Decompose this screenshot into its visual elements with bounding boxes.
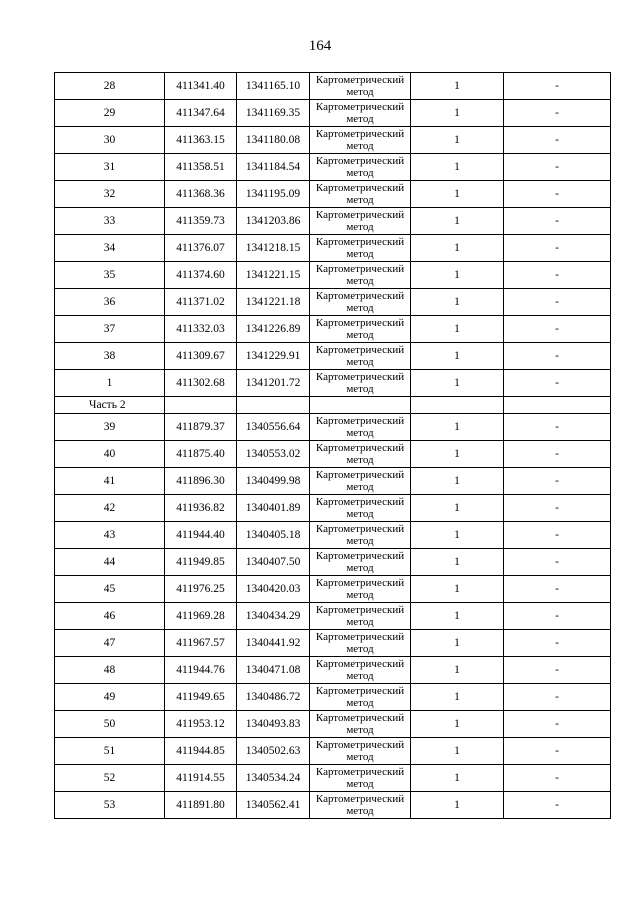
table-row bbox=[55, 154, 611, 181]
method-cell: Картометрический метод bbox=[310, 316, 411, 343]
method-cell: Картометрический метод bbox=[310, 657, 411, 684]
method-cell: Картометрический метод bbox=[310, 684, 411, 711]
note-cell: - bbox=[504, 468, 611, 495]
x-coordinate-cell: 411371.02 bbox=[165, 289, 237, 316]
y-coordinate-cell: 1340407.50 bbox=[237, 549, 310, 576]
table-row bbox=[55, 603, 611, 630]
point-number-cell: 53 bbox=[55, 792, 165, 819]
y-coordinate-cell: 1341165.10 bbox=[237, 73, 310, 100]
note-cell: - bbox=[504, 262, 611, 289]
accuracy-cell: 1 bbox=[411, 441, 504, 468]
x-coordinate-cell: 411936.82 bbox=[165, 495, 237, 522]
accuracy-cell: 1 bbox=[411, 792, 504, 819]
point-number-cell: 30 bbox=[55, 127, 165, 154]
y-coordinate-cell: 1340486.72 bbox=[237, 684, 310, 711]
table-row bbox=[55, 181, 611, 208]
x-coordinate-cell: 411953.12 bbox=[165, 711, 237, 738]
point-number-cell: 39 bbox=[55, 414, 165, 441]
section-label: Часть 2 bbox=[55, 397, 165, 414]
table-row bbox=[55, 262, 611, 289]
y-coordinate-cell: 1340441.92 bbox=[237, 630, 310, 657]
y-coordinate-cell: 1340553.02 bbox=[237, 441, 310, 468]
table-row bbox=[55, 630, 611, 657]
y-coordinate-cell: 1340401.89 bbox=[237, 495, 310, 522]
empty-cell bbox=[504, 397, 611, 414]
accuracy-cell: 1 bbox=[411, 495, 504, 522]
note-cell: - bbox=[504, 370, 611, 397]
accuracy-cell: 1 bbox=[411, 289, 504, 316]
accuracy-cell: 1 bbox=[411, 316, 504, 343]
accuracy-cell: 1 bbox=[411, 657, 504, 684]
table-row bbox=[55, 316, 611, 343]
section-divider bbox=[55, 397, 611, 414]
method-cell: Картометрический метод bbox=[310, 549, 411, 576]
note-cell: - bbox=[504, 765, 611, 792]
y-coordinate-cell: 1340499.98 bbox=[237, 468, 310, 495]
x-coordinate-cell: 411374.60 bbox=[165, 262, 237, 289]
y-coordinate-cell: 1340493.83 bbox=[237, 711, 310, 738]
note-cell: - bbox=[504, 549, 611, 576]
note-cell: - bbox=[504, 127, 611, 154]
table-row bbox=[55, 765, 611, 792]
x-coordinate-cell: 411309.67 bbox=[165, 343, 237, 370]
table-row bbox=[55, 711, 611, 738]
table-row bbox=[55, 792, 611, 819]
x-coordinate-cell: 411976.25 bbox=[165, 576, 237, 603]
point-number-cell: 37 bbox=[55, 316, 165, 343]
point-number-cell: 33 bbox=[55, 208, 165, 235]
method-cell: Картометрический метод bbox=[310, 441, 411, 468]
accuracy-cell: 1 bbox=[411, 522, 504, 549]
note-cell: - bbox=[504, 603, 611, 630]
method-cell: Картометрический метод bbox=[310, 576, 411, 603]
note-cell: - bbox=[504, 208, 611, 235]
note-cell: - bbox=[504, 522, 611, 549]
empty-cell bbox=[411, 397, 504, 414]
x-coordinate-cell: 411896.30 bbox=[165, 468, 237, 495]
point-number-cell: 29 bbox=[55, 100, 165, 127]
method-cell: Картометрический метод bbox=[310, 414, 411, 441]
method-cell: Картометрический метод bbox=[310, 495, 411, 522]
note-cell: - bbox=[504, 495, 611, 522]
method-cell: Картометрический метод bbox=[310, 208, 411, 235]
note-cell: - bbox=[504, 576, 611, 603]
page-number: 164 bbox=[308, 38, 332, 54]
x-coordinate-cell: 411879.37 bbox=[165, 414, 237, 441]
point-number-cell: 42 bbox=[55, 495, 165, 522]
point-number-cell: 40 bbox=[55, 441, 165, 468]
y-coordinate-cell: 1341201.72 bbox=[237, 370, 310, 397]
y-coordinate-cell: 1340405.18 bbox=[237, 522, 310, 549]
part1-rows bbox=[55, 73, 611, 397]
point-number-cell: 28 bbox=[55, 73, 165, 100]
accuracy-cell: 1 bbox=[411, 154, 504, 181]
accuracy-cell: 1 bbox=[411, 235, 504, 262]
method-cell: Картометрический метод bbox=[310, 235, 411, 262]
x-coordinate-cell: 411875.40 bbox=[165, 441, 237, 468]
accuracy-cell: 1 bbox=[411, 603, 504, 630]
method-cell: Картометрический метод bbox=[310, 181, 411, 208]
empty-cell bbox=[310, 397, 411, 414]
y-coordinate-cell: 1341229.91 bbox=[237, 343, 310, 370]
accuracy-cell: 1 bbox=[411, 73, 504, 100]
table-row bbox=[55, 441, 611, 468]
table-row bbox=[55, 208, 611, 235]
x-coordinate-cell: 411949.65 bbox=[165, 684, 237, 711]
accuracy-cell: 1 bbox=[411, 711, 504, 738]
point-number-cell: 45 bbox=[55, 576, 165, 603]
method-cell: Картометрический метод bbox=[310, 630, 411, 657]
point-number-cell: 34 bbox=[55, 235, 165, 262]
accuracy-cell: 1 bbox=[411, 468, 504, 495]
point-number-cell: 44 bbox=[55, 549, 165, 576]
accuracy-cell: 1 bbox=[411, 576, 504, 603]
point-number-cell: 1 bbox=[55, 370, 165, 397]
table-row bbox=[55, 684, 611, 711]
note-cell: - bbox=[504, 289, 611, 316]
note-cell: - bbox=[504, 684, 611, 711]
table-row bbox=[55, 495, 611, 522]
point-number-cell: 51 bbox=[55, 738, 165, 765]
y-coordinate-cell: 1340420.03 bbox=[237, 576, 310, 603]
method-cell: Картометрический метод bbox=[310, 343, 411, 370]
point-number-cell: 36 bbox=[55, 289, 165, 316]
note-cell: - bbox=[504, 441, 611, 468]
method-cell: Картометрический метод bbox=[310, 127, 411, 154]
empty-cell bbox=[165, 397, 237, 414]
note-cell: - bbox=[504, 316, 611, 343]
accuracy-cell: 1 bbox=[411, 370, 504, 397]
table-row bbox=[55, 657, 611, 684]
x-coordinate-cell: 411376.07 bbox=[165, 235, 237, 262]
x-coordinate-cell: 411332.03 bbox=[165, 316, 237, 343]
x-coordinate-cell: 411359.73 bbox=[165, 208, 237, 235]
table-row bbox=[55, 100, 611, 127]
y-coordinate-cell: 1340556.64 bbox=[237, 414, 310, 441]
empty-cell bbox=[237, 397, 310, 414]
x-coordinate-cell: 411944.40 bbox=[165, 522, 237, 549]
table-row bbox=[55, 127, 611, 154]
point-number-cell: 47 bbox=[55, 630, 165, 657]
method-cell: Картометрический метод bbox=[310, 100, 411, 127]
table-row bbox=[55, 738, 611, 765]
table-row bbox=[55, 522, 611, 549]
note-cell: - bbox=[504, 657, 611, 684]
y-coordinate-cell: 1340471.08 bbox=[237, 657, 310, 684]
method-cell: Картометрический метод bbox=[310, 792, 411, 819]
table-row bbox=[55, 549, 611, 576]
x-coordinate-cell: 411347.64 bbox=[165, 100, 237, 127]
method-cell: Картометрический метод bbox=[310, 711, 411, 738]
y-coordinate-cell: 1341180.08 bbox=[237, 127, 310, 154]
y-coordinate-cell: 1341226.89 bbox=[237, 316, 310, 343]
note-cell: - bbox=[504, 343, 611, 370]
y-coordinate-cell: 1340562.41 bbox=[237, 792, 310, 819]
point-number-cell: 46 bbox=[55, 603, 165, 630]
x-coordinate-cell: 411949.85 bbox=[165, 549, 237, 576]
method-cell: Картометрический метод bbox=[310, 468, 411, 495]
point-number-cell: 49 bbox=[55, 684, 165, 711]
accuracy-cell: 1 bbox=[411, 765, 504, 792]
point-number-cell: 52 bbox=[55, 765, 165, 792]
accuracy-cell: 1 bbox=[411, 181, 504, 208]
coordinates-table bbox=[54, 72, 611, 819]
x-coordinate-cell: 411368.36 bbox=[165, 181, 237, 208]
note-cell: - bbox=[504, 414, 611, 441]
x-coordinate-cell: 411944.85 bbox=[165, 738, 237, 765]
table-row bbox=[55, 289, 611, 316]
x-coordinate-cell: 411914.55 bbox=[165, 765, 237, 792]
accuracy-cell: 1 bbox=[411, 414, 504, 441]
point-number-cell: 48 bbox=[55, 657, 165, 684]
x-coordinate-cell: 411302.68 bbox=[165, 370, 237, 397]
note-cell: - bbox=[504, 100, 611, 127]
method-cell: Картометрический метод bbox=[310, 522, 411, 549]
accuracy-cell: 1 bbox=[411, 684, 504, 711]
table-row bbox=[55, 235, 611, 262]
x-coordinate-cell: 411969.28 bbox=[165, 603, 237, 630]
y-coordinate-cell: 1340502.63 bbox=[237, 738, 310, 765]
accuracy-cell: 1 bbox=[411, 208, 504, 235]
accuracy-cell: 1 bbox=[411, 630, 504, 657]
method-cell: Картометрический метод bbox=[310, 370, 411, 397]
note-cell: - bbox=[504, 73, 611, 100]
table-row bbox=[55, 370, 611, 397]
note-cell: - bbox=[504, 181, 611, 208]
method-cell: Картометрический метод bbox=[310, 603, 411, 630]
point-number-cell: 32 bbox=[55, 181, 165, 208]
y-coordinate-cell: 1340434.29 bbox=[237, 603, 310, 630]
y-coordinate-cell: 1341169.35 bbox=[237, 100, 310, 127]
point-number-cell: 50 bbox=[55, 711, 165, 738]
point-number-cell: 31 bbox=[55, 154, 165, 181]
part2-rows bbox=[55, 414, 611, 819]
x-coordinate-cell: 411891.80 bbox=[165, 792, 237, 819]
method-cell: Картометрический метод bbox=[310, 289, 411, 316]
note-cell: - bbox=[504, 154, 611, 181]
table-row bbox=[55, 468, 611, 495]
y-coordinate-cell: 1341221.15 bbox=[237, 262, 310, 289]
method-cell: Картометрический метод bbox=[310, 738, 411, 765]
method-cell: Картометрический метод bbox=[310, 154, 411, 181]
y-coordinate-cell: 1341221.18 bbox=[237, 289, 310, 316]
table-row bbox=[55, 576, 611, 603]
y-coordinate-cell: 1341218.15 bbox=[237, 235, 310, 262]
accuracy-cell: 1 bbox=[411, 549, 504, 576]
accuracy-cell: 1 bbox=[411, 738, 504, 765]
x-coordinate-cell: 411944.76 bbox=[165, 657, 237, 684]
y-coordinate-cell: 1341184.54 bbox=[237, 154, 310, 181]
x-coordinate-cell: 411363.15 bbox=[165, 127, 237, 154]
method-cell: Картометрический метод bbox=[310, 765, 411, 792]
point-number-cell: 43 bbox=[55, 522, 165, 549]
note-cell: - bbox=[504, 235, 611, 262]
x-coordinate-cell: 411341.40 bbox=[165, 73, 237, 100]
accuracy-cell: 1 bbox=[411, 343, 504, 370]
x-coordinate-cell: 411967.57 bbox=[165, 630, 237, 657]
method-cell: Картометрический метод bbox=[310, 73, 411, 100]
accuracy-cell: 1 bbox=[411, 127, 504, 154]
point-number-cell: 35 bbox=[55, 262, 165, 289]
point-number-cell: 38 bbox=[55, 343, 165, 370]
note-cell: - bbox=[504, 792, 611, 819]
table-row bbox=[55, 343, 611, 370]
accuracy-cell: 1 bbox=[411, 262, 504, 289]
table-row bbox=[55, 73, 611, 100]
note-cell: - bbox=[504, 711, 611, 738]
y-coordinate-cell: 1341203.86 bbox=[237, 208, 310, 235]
x-coordinate-cell: 411358.51 bbox=[165, 154, 237, 181]
note-cell: - bbox=[504, 738, 611, 765]
section-row bbox=[55, 397, 611, 414]
method-cell: Картометрический метод bbox=[310, 262, 411, 289]
y-coordinate-cell: 1340534.24 bbox=[237, 765, 310, 792]
note-cell: - bbox=[504, 630, 611, 657]
table-row bbox=[55, 414, 611, 441]
accuracy-cell: 1 bbox=[411, 100, 504, 127]
point-number-cell: 41 bbox=[55, 468, 165, 495]
y-coordinate-cell: 1341195.09 bbox=[237, 181, 310, 208]
